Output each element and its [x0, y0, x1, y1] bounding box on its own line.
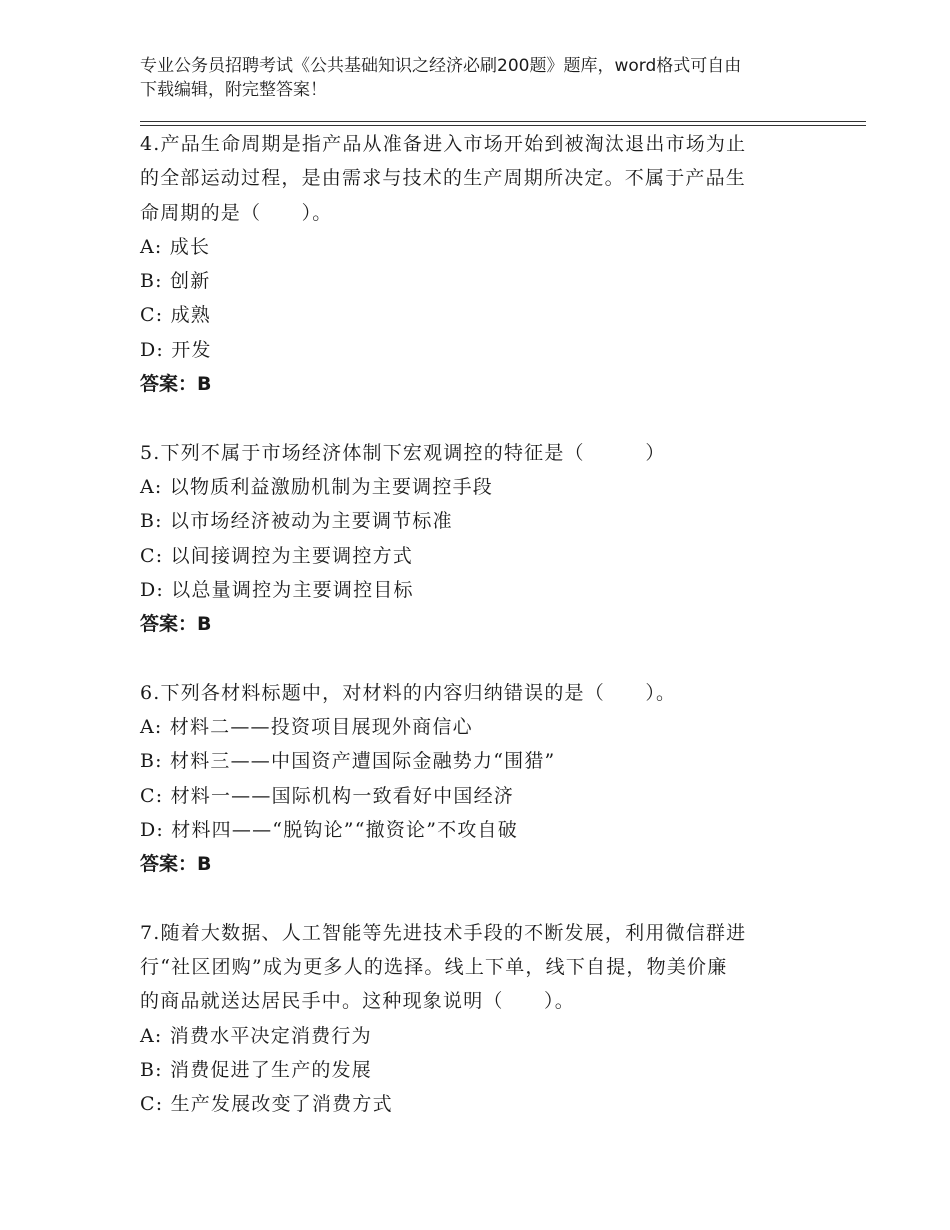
- question-spacer: [140, 882, 800, 916]
- question-text-line: 7.随着大数据、人工智能等先进技术手段的不断发展，利用微信群进: [140, 921, 747, 944]
- option-a: A: 以物质利益激励机制为主要调控手段: [140, 475, 493, 498]
- question-text-line: 的商品就送达居民手中。这种现象说明（ ）。: [140, 990, 575, 1013]
- header-divider-top: [140, 121, 866, 122]
- question-list: [140, 127, 800, 1122]
- question-spacer: [140, 401, 800, 435]
- option-b: B: 消费促进了生产的发展: [140, 1059, 373, 1082]
- option-d: D: 以总量调控为主要调控目标: [140, 578, 414, 601]
- option-d: D: 开发: [140, 338, 212, 361]
- option-b: B: 以市场经济被动为主要调节标准: [140, 510, 453, 533]
- header-line-2: 下载编辑，附完整答案！: [140, 80, 327, 100]
- question-text-line: 4.产品生命周期是指产品从准备进入市场开始到被淘汰退出市场为止: [140, 133, 747, 155]
- question-5: [140, 436, 800, 642]
- question-6: [140, 676, 800, 882]
- option-a: A: 成长: [140, 235, 211, 258]
- answer-label: 答案：B: [140, 613, 212, 636]
- question-text-line: 的全部运动过程，是由需求与技术的生产周期所决定。不属于产品生: [140, 167, 747, 190]
- option-c: C: 以间接调控为主要调控方式: [140, 544, 413, 567]
- question-text-line: 6.下列各材料标题中，对材料的内容归纳错误的是（ ）。: [140, 681, 677, 704]
- option-b: B: 材料三——中国资产遭国际金融势力“围猎”: [140, 750, 556, 773]
- question-spacer: [140, 641, 800, 675]
- question-text-line: 行“社区团购”成为更多人的选择。线上下单，线下自提，物美价廉: [140, 956, 728, 979]
- option-c: C: 材料一——国际机构一致看好中国经济: [140, 784, 514, 807]
- document-header: [140, 54, 820, 102]
- header-divider-bottom: [140, 125, 866, 126]
- header-line-1: 专业公务员招聘考试《公共基础知识之经济必刷200题》题库，word格式可自由: [140, 56, 742, 76]
- option-b: B: 创新: [140, 270, 211, 293]
- option-c: C: 成熟: [140, 304, 211, 327]
- option-a: A: 材料二——投资项目展现外商信心: [140, 716, 473, 739]
- question-7: [140, 916, 800, 1122]
- question-4: [140, 127, 800, 401]
- question-text-line: 5.下列不属于市场经济体制下宏观调控的特征是（ ）: [140, 441, 666, 464]
- option-c: C: 生产发展改变了消费方式: [140, 1093, 393, 1116]
- option-d: D: 材料四——“脱钩论”“撤资论”不攻自破: [140, 818, 518, 841]
- answer-label: 答案：B: [140, 373, 212, 396]
- question-text-line: 命周期的是（ ）。: [140, 201, 333, 224]
- answer-label: 答案：B: [140, 853, 212, 876]
- option-a: A: 消费水平决定消费行为: [140, 1024, 372, 1047]
